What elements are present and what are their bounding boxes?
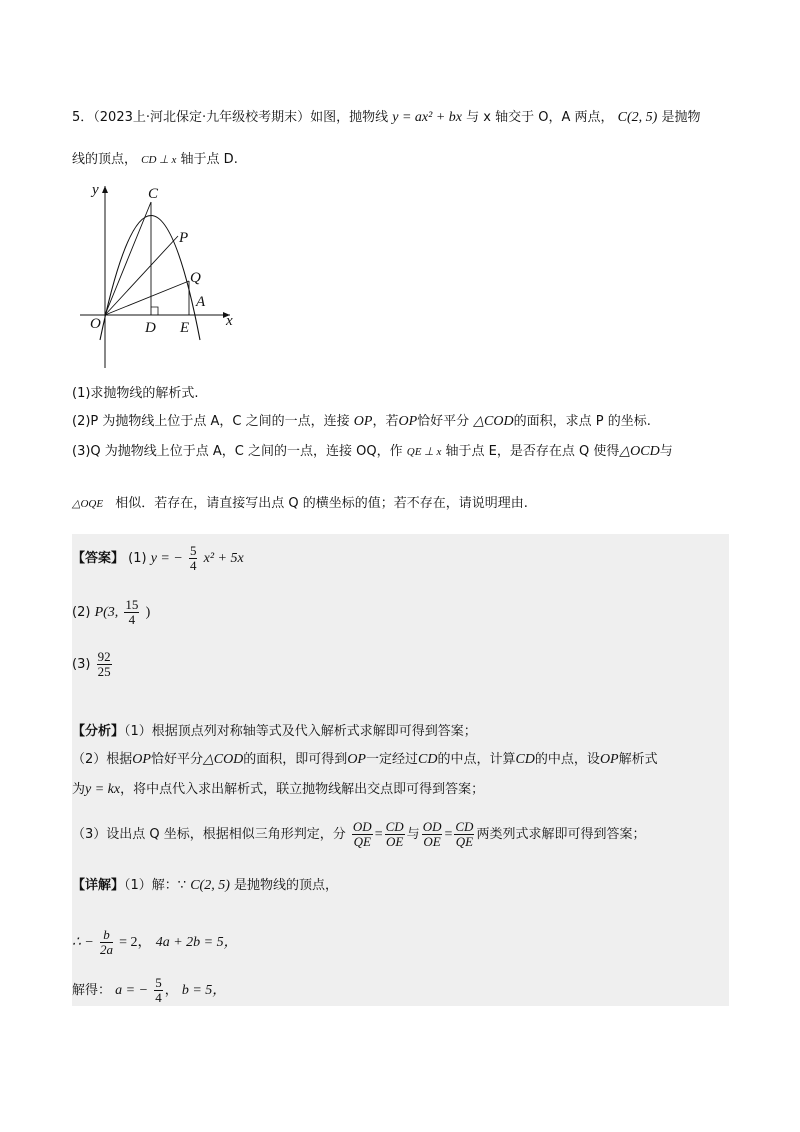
right-angle-mark: [151, 307, 158, 315]
y-axis-arrow: [102, 186, 108, 193]
detail-tag: 【详解】: [72, 878, 125, 893]
op-symbol: OP: [132, 752, 151, 767]
answer-1-rhs: x² + 5x: [203, 551, 244, 566]
segment-oq: [105, 281, 189, 315]
analysis-text: 的面积，即可得到: [243, 752, 348, 767]
vertex-c: C(2, 5): [190, 878, 230, 893]
analysis-text: 的中点，计算: [437, 752, 516, 767]
analysis-text: 两类列式求解即可得到答案；: [476, 827, 646, 842]
op-symbol: OP: [347, 752, 366, 767]
vertex-c: C(2, 5): [617, 110, 658, 125]
label-x: x: [226, 313, 233, 329]
question-text: 与: [659, 444, 673, 459]
fraction-denominator: 25: [97, 664, 111, 679]
question-text: 相似．若存在，请直接写出点 Q 的横坐标的值；若不存在，请说明理由.: [115, 496, 528, 511]
fraction-numerator: b: [100, 928, 113, 943]
label-a: A: [196, 294, 206, 310]
cd-symbol: CD: [418, 752, 438, 767]
analysis-tag: 【分析】: [72, 724, 125, 739]
problem-text: 线的顶点，: [72, 152, 138, 167]
fraction-denominator: QE: [353, 834, 371, 849]
ratio-cd-oe: [385, 820, 405, 849]
label-q: Q: [190, 270, 201, 286]
fraction-numerator: 5: [155, 975, 162, 990]
question-1: [72, 384, 199, 404]
segment-oc: [105, 202, 151, 315]
question-text: 的面积，求点 P 的坐标.: [513, 414, 651, 429]
analysis-text: 解析式: [618, 752, 658, 767]
question-text: (3)Q 为抛物线上位于点 A，C 之间的一点，连接 OQ，作: [72, 444, 403, 459]
answer-2-fraction: [124, 598, 139, 627]
detail-text: （1）解：∵: [124, 878, 187, 893]
detail-text: 解得：: [72, 983, 112, 998]
parabola-figure: [72, 178, 242, 373]
answer-index: (3): [72, 657, 91, 672]
problem-text: 与 x 轴交于 O，A 两点，: [466, 110, 614, 125]
fraction-numerator: OD: [422, 819, 442, 834]
detail-1: [72, 876, 338, 896]
parabola-equation: y = ax² + bx: [392, 110, 462, 125]
label-c: C: [148, 186, 159, 202]
op-symbol: OP: [398, 414, 418, 429]
problem-text: 是抛物: [661, 110, 701, 125]
analysis-text: 的中点，设: [534, 752, 600, 767]
ratio-cd-qe: [454, 820, 474, 849]
label-d: D: [145, 320, 156, 336]
fraction-denominator: 4: [155, 990, 162, 1005]
analysis-text: 与: [406, 827, 420, 842]
question-text: (1)求抛物线的解析式.: [72, 386, 199, 401]
answer-1-fraction: [189, 544, 198, 573]
triangle-oqe: △OQE: [72, 498, 104, 510]
fraction-denominator: 4: [128, 612, 136, 627]
analysis-text: （2）根据: [72, 752, 133, 767]
answer-1-lhs: y = −: [150, 551, 183, 566]
fraction-denominator: OE: [423, 834, 441, 849]
fraction-denominator: 2a: [100, 942, 113, 957]
analysis-3: （3）设出点 Q 坐标，根据相似三角形判定，分 $\frac{OD}{QE}$ = $\frac{CD}{OE}$ 与 $\frac{OD}{OE}$ = $\frac{CD}{QE}$ 两类列式求解即可得到答案；: [72, 819, 646, 849]
fraction-numerator: 15: [125, 597, 139, 612]
analysis-text: ，将中点代入求出解析式，联立抛物线解出交点即可得到答案；: [120, 782, 485, 797]
axis-fraction: [100, 928, 113, 957]
answer-index: (2): [72, 605, 91, 620]
detail-eq: = 2，: [119, 935, 152, 950]
analysis-text: 为: [72, 782, 86, 797]
question-text: 恰好平分: [417, 414, 470, 429]
question-2: [72, 412, 651, 432]
analysis-text: 恰好平分: [150, 752, 203, 767]
analysis-2: [72, 750, 658, 770]
answer-2-point: P(3,: [94, 605, 119, 620]
fraction-numerator: OD: [352, 819, 372, 834]
analysis-text: 一定经过: [365, 752, 418, 767]
answer-1: [72, 544, 244, 573]
fraction-denominator: 4: [189, 558, 197, 573]
problem-text: 5．（2023上·河北保定·九年级校考期末）如图，抛物线: [72, 110, 389, 125]
label-o: O: [90, 316, 101, 332]
fraction-numerator: CD: [385, 819, 404, 834]
fraction-denominator: OE: [385, 834, 404, 849]
label-e: E: [180, 320, 190, 336]
triangle-cod: △COD: [202, 752, 244, 767]
answer-3: [72, 650, 114, 679]
fraction-denominator: QE: [455, 834, 474, 849]
ratio-od-qe: [352, 820, 373, 849]
problem-line-2: [72, 150, 238, 170]
answer-3-fraction: [97, 650, 112, 679]
solution-b: b = 5，: [181, 983, 227, 998]
ratio-od-oe: [422, 820, 443, 849]
detail-2: [72, 928, 238, 957]
analysis-text: （3）设出点 Q 坐标，根据相似三角形判定，分: [72, 827, 346, 842]
qe-perp-x: QE ⊥ x: [406, 446, 442, 458]
fraction-numerator: CD: [455, 819, 474, 834]
answer-2-close: ): [145, 605, 151, 620]
detail-eq-2: 4a + 2b = 5，: [155, 935, 238, 950]
answer-2: [72, 598, 150, 627]
problem-text: 轴于点 D.: [180, 152, 238, 167]
op-symbol: OP: [599, 752, 619, 767]
cd-perp-x: CD ⊥ x: [141, 154, 177, 166]
question-text: (2)P 为抛物线上位于点 A，C 之间的一点，连接: [72, 414, 350, 429]
solution-a: a = −: [115, 983, 149, 998]
op-symbol: OP: [353, 414, 373, 429]
analysis-2-line-2: [72, 780, 484, 800]
question-3-line-1: [72, 442, 673, 462]
question-3-line-2: [72, 494, 528, 514]
triangle-cod: △COD: [473, 414, 514, 429]
kx-equation: y = kx: [85, 782, 121, 797]
question-text: ，若: [372, 414, 399, 429]
label-y: y: [92, 182, 99, 198]
label-p: P: [179, 230, 189, 246]
analysis-text: （1）根据顶点列对称轴等式及代入解析式求解即可得到答案；: [124, 724, 477, 739]
fraction-numerator: 5: [189, 543, 197, 558]
question-text: 轴于点 E，是否存在点 Q 使得: [445, 444, 620, 459]
detail-text: 是抛物线的顶点，: [234, 878, 339, 893]
cd-symbol: CD: [515, 752, 535, 767]
triangle-ocd: △OCD: [619, 444, 660, 459]
comma: ，: [164, 983, 178, 998]
problem-line-1: [72, 108, 700, 128]
a-fraction: [154, 976, 163, 1005]
answer-index: (1): [128, 551, 147, 566]
answer-tag: 【答案】: [72, 551, 125, 566]
therefore-sign: ∴ −: [72, 935, 94, 950]
fraction-numerator: 92: [97, 649, 111, 664]
analysis-1: [72, 722, 477, 742]
detail-3: [72, 976, 226, 1005]
